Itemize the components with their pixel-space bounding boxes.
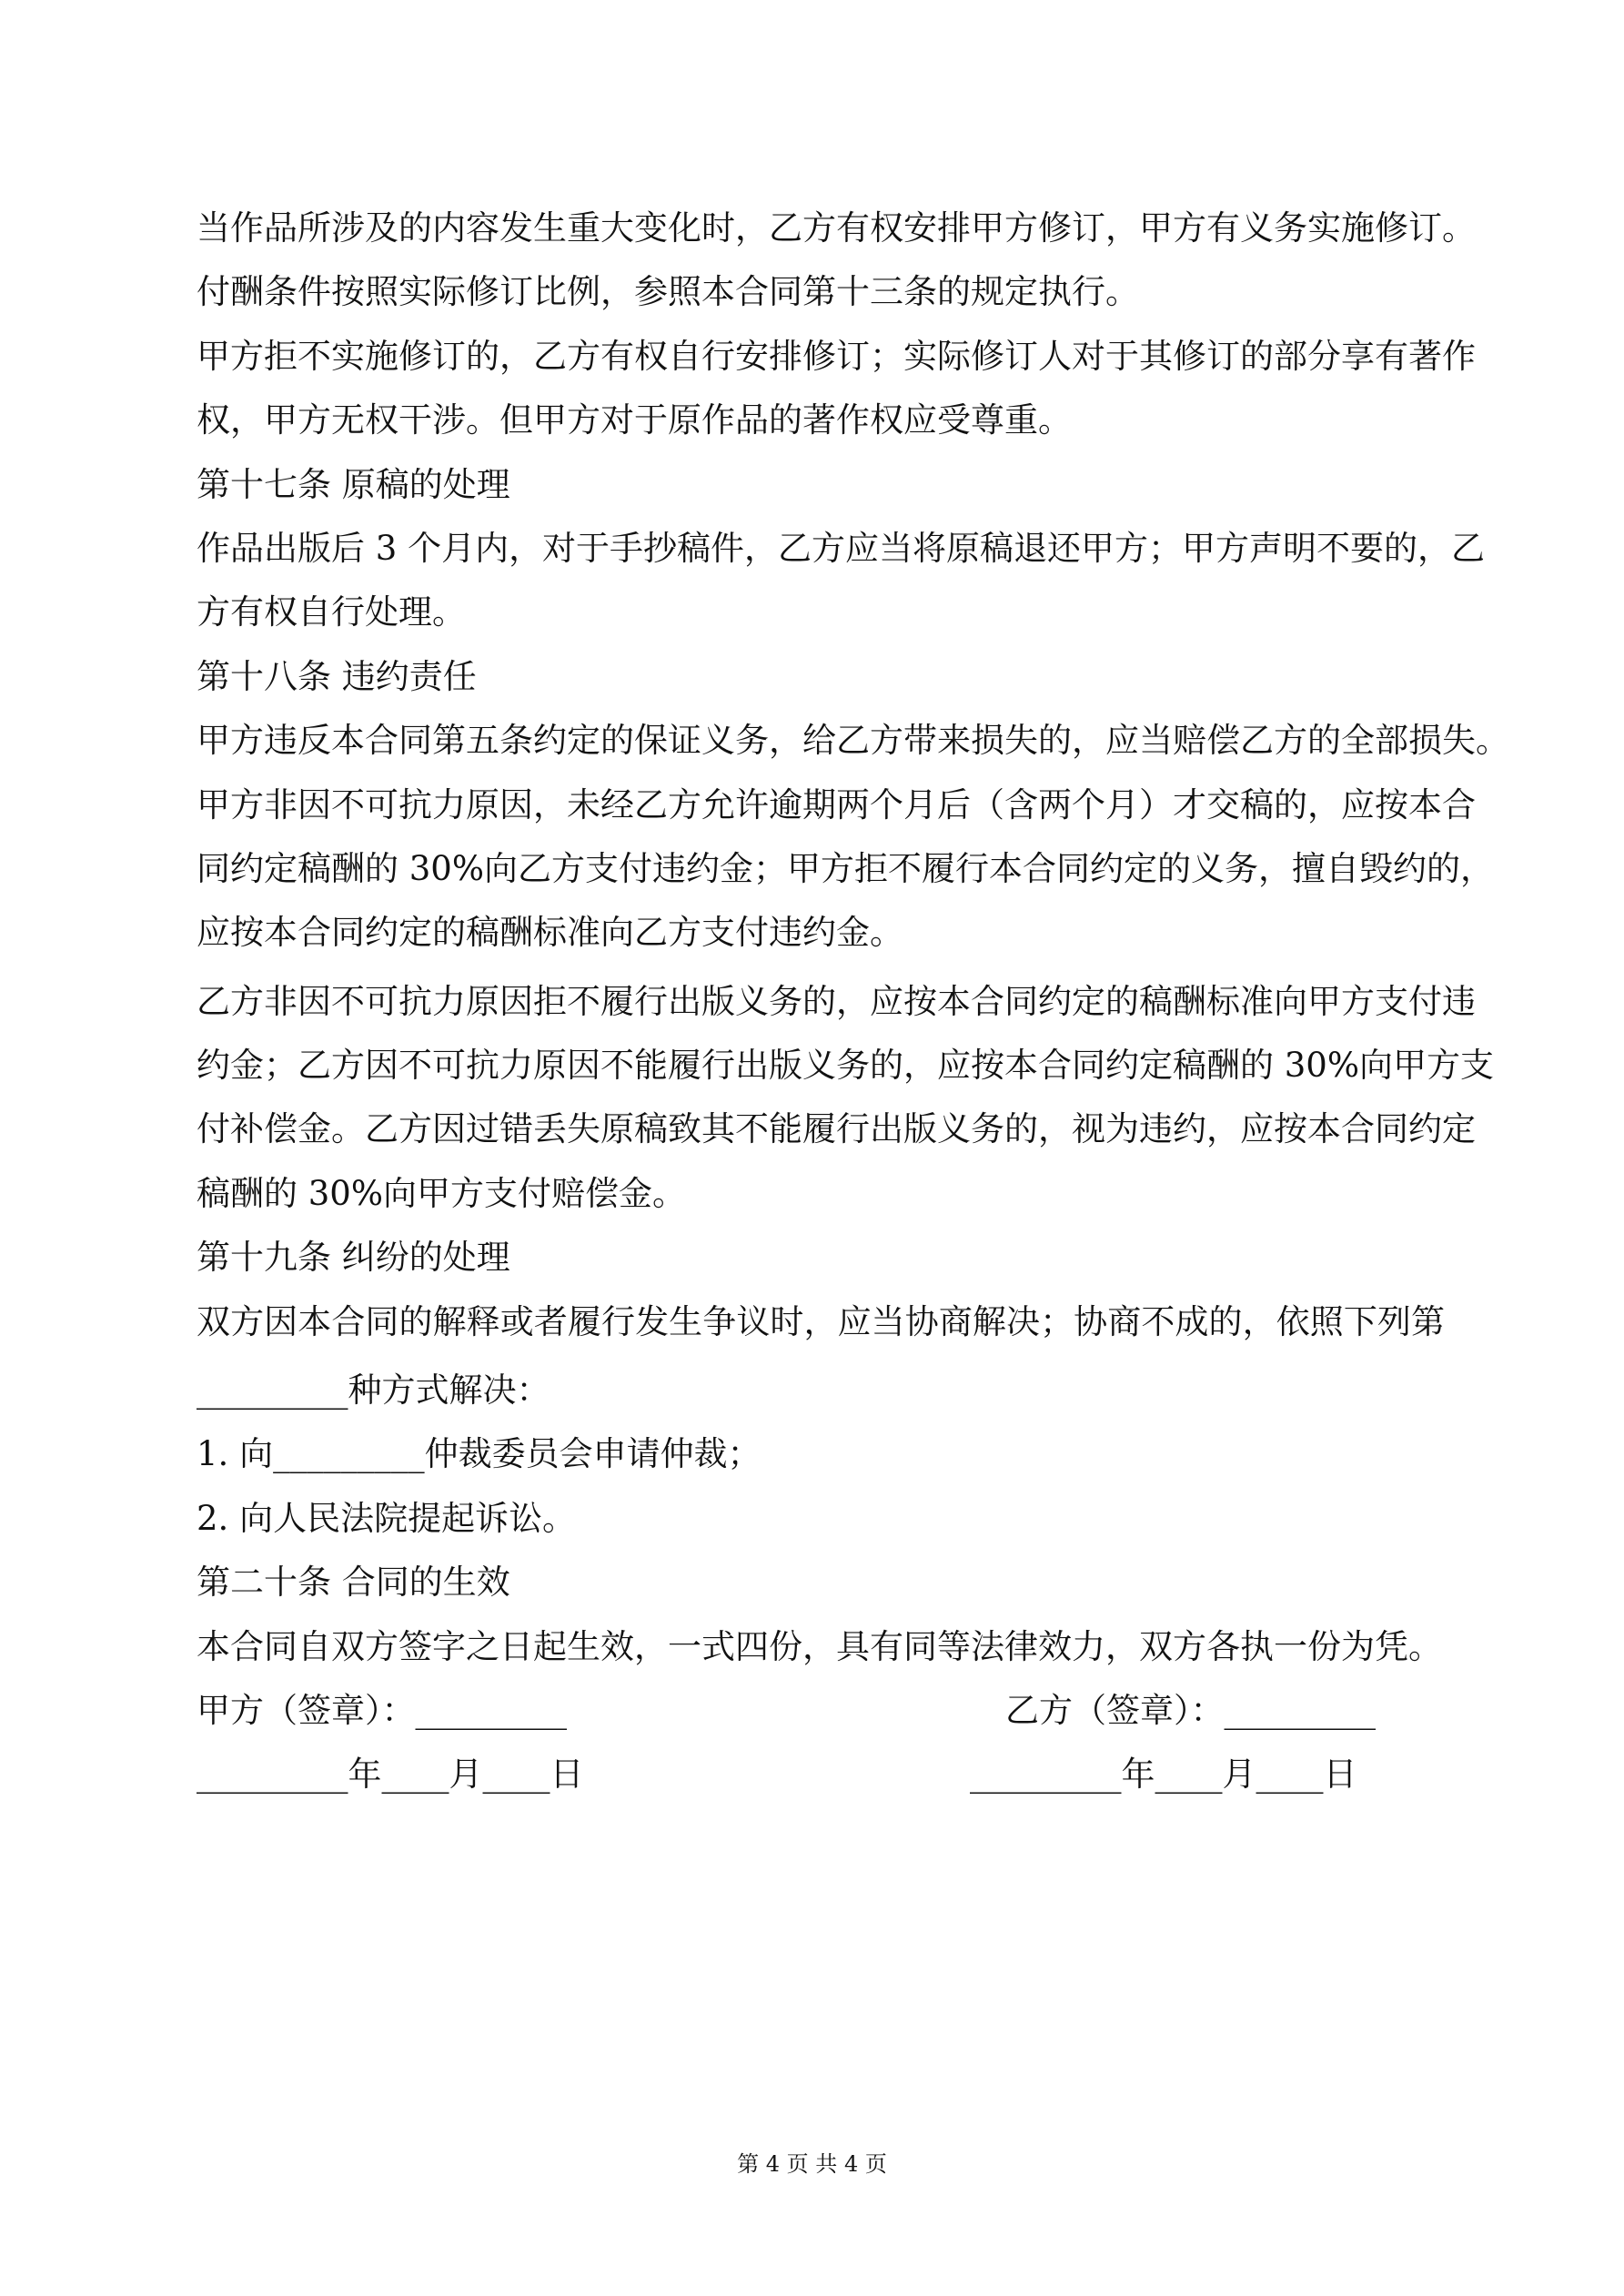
section-heading-17: 第十七条 原稿的处理 bbox=[197, 464, 510, 504]
party-b-signature: 乙方（签章）：_________ bbox=[1005, 1690, 1376, 1730]
paragraph-line: 本合同自双方签字之日起生效，一式四份，具有同等法律效力，双方各执一份为凭。 bbox=[197, 1626, 1442, 1666]
option-arbitration: 1. 向_________仲裁委员会申请仲裁； bbox=[197, 1434, 762, 1474]
paragraph-line: 乙方非因不可抗力原因拒不履行出版义务的，应按本合同约定的稿酬标准向甲方支付违 bbox=[197, 981, 1476, 1021]
paragraph-line: 稿酬的 30%向甲方支付赔偿金。 bbox=[197, 1173, 686, 1213]
paragraph-line: 付补偿金。乙方因过错丢失原稿致其不能履行出版义务的，视为违约，应按本合同约定 bbox=[197, 1109, 1476, 1149]
party-b-date: _________年____月____日 bbox=[970, 1755, 1357, 1795]
paragraph-line: 同约定稿酬的 30%向乙方支付违约金；甲方拒不履行本合同约定的义务，擅自毁约的， bbox=[197, 848, 1494, 888]
option-litigation: 2. 向人民法院提起诉讼。 bbox=[197, 1498, 577, 1538]
section-heading-18: 第十八条 违约责任 bbox=[197, 656, 477, 696]
section-heading-20: 第二十条 合同的生效 bbox=[197, 1563, 510, 1603]
paragraph-line: 付酬条件按照实际修订比例，参照本合同第十三条的规定执行。 bbox=[197, 272, 1139, 312]
paragraph-line: 甲方非因不可抗力原因，未经乙方允许逾期两个月后（含两个月）才交稿的，应按本合 bbox=[197, 784, 1476, 824]
paragraph-line: 甲方违反本合同第五条约定的保证义务，给乙方带来损失的，应当赔偿乙方的全部损失。 bbox=[197, 721, 1509, 761]
paragraph-line: 双方因本合同的解释或者履行发生争议时，应当协商解决；协商不成的，依照下列第 bbox=[197, 1301, 1445, 1341]
page-number-footer: 第 4 页 共 4 页 bbox=[737, 2151, 887, 2177]
party-a-signature: 甲方（签章）：_________ bbox=[197, 1690, 567, 1730]
paragraph-line: 约金；乙方因不可抗力原因不能履行出版义务的，应按本合同约定稿酬的 30%向甲方支 bbox=[197, 1046, 1494, 1086]
paragraph-line: 方有权自行处理。 bbox=[197, 592, 466, 632]
paragraph-line: 甲方拒不实施修订的，乙方有权自行安排修订；实际修订人对于其修订的部分享有著作 bbox=[197, 336, 1476, 376]
paragraph-line: 当作品所涉及的内容发生重大变化时，乙方有权安排甲方修订，甲方有义务实施修订。 bbox=[197, 208, 1476, 248]
section-heading-19: 第十九条 纠纷的处理 bbox=[197, 1238, 510, 1278]
paragraph-line: _________种方式解决： bbox=[197, 1371, 550, 1411]
party-a-date: _________年____月____日 bbox=[197, 1755, 584, 1795]
signature-row bbox=[197, 1679, 1445, 1743]
paragraph-line: 应按本合同约定的稿酬标准向乙方支付违约金。 bbox=[197, 913, 903, 953]
document-page bbox=[197, 197, 1509, 1807]
paragraph-line: 作品出版后 3 个月内，对于手抄稿件，乙方应当将原稿退还甲方；甲方声明不要的，乙 bbox=[197, 528, 1486, 568]
date-row bbox=[197, 1743, 1445, 1806]
paragraph-line: 权，甲方无权干涉。但甲方对于原作品的著作权应受尊重。 bbox=[197, 400, 1072, 440]
